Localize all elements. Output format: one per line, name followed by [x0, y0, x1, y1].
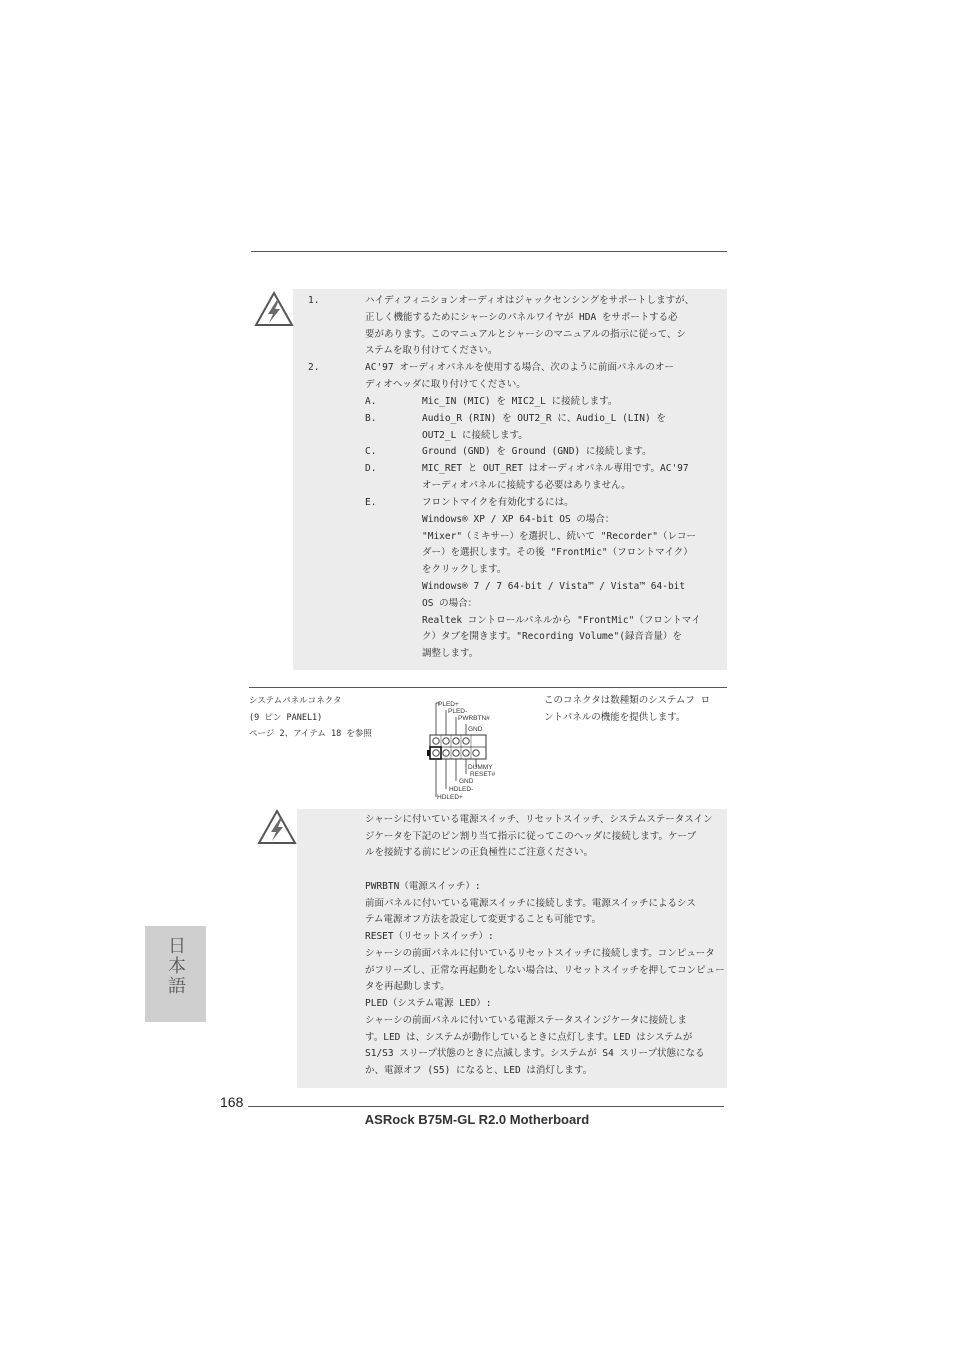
pled-line: S1/S3 スリープ状態のときに点滅します。システムが S4 スリープ状態になる: [365, 1048, 705, 1059]
subitem-e-line: をクリックします。: [422, 564, 507, 575]
pin-label-dummy: DUMMY: [468, 764, 493, 771]
note1-item2-num: 2.: [308, 362, 320, 373]
language-tab-label: 日本語: [165, 936, 186, 996]
subitem-e-line: フロントマイクを有効化するには。: [422, 497, 574, 508]
top-rule: [251, 251, 727, 252]
pwrbtn-line: テム電源オフ方法を設定して変更することも可能です。: [365, 914, 601, 925]
note1-item1-line: 正しく機能するためにシャーシのパネルワイヤが HDA をサポートする必: [365, 312, 678, 323]
note2-intro-line: シャーシに付いている電源スイッチ、リセットスイッチ、システムステータスイン: [365, 814, 713, 825]
subitem-a-line: Mic_IN (MIC) を MIC2_L に接続します。: [422, 396, 618, 407]
subitem-d-label: D.: [365, 463, 377, 474]
subitem-d-line: MIC_RET と OUT_RET はオーディオパネル専用です。AC'97: [422, 463, 689, 474]
connector-title: システムパネルコネクタ: [249, 696, 342, 706]
note2-intro-line: ルを接続する前にピンの正負極性にご注意ください。: [365, 847, 594, 858]
subitem-b-label: B.: [365, 413, 377, 424]
subitem-b-line: Audio_R (RIN) を OUT2_R に、Audio_L (LIN) を: [422, 413, 666, 424]
pin-label-pwrbtn: PWRBTN#: [458, 715, 490, 722]
subitem-c-line: Ground (GND) を Ground (GND) に接続します。: [422, 446, 652, 457]
panel-header-diagram: [425, 697, 515, 802]
note1-item1-line: 要があります。このマニュアルとシャーシのマニュアルの指示に従って、シ: [365, 329, 686, 340]
footer-rule: [248, 1106, 724, 1107]
subitem-e-line: Windows® 7 / 7 64-bit / Vista™ / Vista™ 64-bit: [422, 581, 686, 592]
reset-line: タを再起動します。: [365, 981, 450, 992]
footer-title: ASRock B75M-GL R2.0 Motherboard: [364, 1112, 590, 1127]
connector-ref: ページ 2、アイテム 18 を参照: [249, 729, 372, 739]
language-tab: [145, 926, 206, 1022]
subitem-a-label: A.: [365, 396, 377, 407]
pin-label-gnd-top: GND: [468, 726, 483, 733]
pin-label-hdled-minus: HDLED-: [449, 786, 474, 793]
note1-item2-line: AC'97 オーディオパネルを使用する場合、次のように前面パネルのオー: [365, 362, 674, 373]
page-number: 168: [220, 1094, 244, 1110]
note1-item1-line: ステムを取り付けてください。: [365, 345, 498, 356]
pled-heading: PLED（システム電源 LED）:: [365, 998, 492, 1009]
connector-desc: このコネクタは数種類のシステムフ ロ: [544, 695, 711, 706]
connector-rule: [249, 687, 727, 688]
subitem-e-line: ダー）を選択します。その後 "FrontMic"（フロントマイク）: [422, 547, 693, 558]
subitem-b-line: OUT2_L に接続します。: [422, 430, 528, 441]
pin-label-reset: RESET#: [470, 771, 496, 778]
warning-icon: [257, 808, 297, 848]
subitem-e-line: 調整します。: [422, 648, 479, 659]
pin-label-pled-plus: PLED+: [438, 701, 459, 708]
pwrbtn-line: 前面パネルに付いている電源スイッチに接続します。電源スイッチによるシス: [365, 898, 696, 909]
pin-label-hdled-plus: HDLED+: [437, 794, 463, 801]
pwrbtn-heading: PWRBTN（電源スイッチ）:: [365, 881, 481, 892]
warning-icon: [254, 290, 294, 330]
reset-line: シャーシの前面パネルに付いているリセットスイッチに接続します。コンピュータ: [365, 948, 715, 959]
subitem-e-line: Realtek コントロールパネルから "FrontMic"（フロントマイ: [422, 615, 701, 626]
reset-heading: RESET（リセットスイッチ）:: [365, 931, 494, 942]
subitem-c-label: C.: [365, 446, 377, 457]
subitem-e-label: E.: [365, 497, 377, 508]
reset-line: がフリーズし、正常な再起動をしない場合は、リセットスイッチを押してコンピュー: [365, 965, 725, 976]
note1-item1-line: ハイディフィニションオーディオはジャックセンシングをサポートしますが、: [365, 295, 695, 306]
note2-intro-line: ジケータを下記のピン割り当て指示に従ってこのヘッダに接続します。ケーブ: [365, 831, 697, 842]
pin-label-pled-minus: PLED-: [448, 708, 468, 715]
note1-item1-num: 1.: [308, 295, 320, 306]
connector-pins: (9 ピン PANEL1): [249, 713, 323, 723]
connector-desc: ントパネルの機能を提供します。: [544, 712, 686, 723]
pled-line: か、電源オフ (S5) になると、LED は消灯します。: [365, 1065, 593, 1076]
subitem-d-line: オーディオパネルに接続する必要はありません。: [422, 480, 631, 491]
note1-item2-line: ディオヘッダに取り付けてください。: [365, 379, 526, 390]
subitem-e-line: Windows® XP / XP 64-bit OS の場合：: [422, 514, 615, 525]
subitem-e-line: "Mixer"（ミキサー）を選択し、続いて "Recorder"（レコー: [422, 531, 696, 542]
pled-line: シャーシの前面パネルに付いている電源ステータスインジケータに接続しま: [365, 1015, 687, 1026]
pin-label-gnd-bottom: GND: [459, 778, 474, 785]
subitem-e-line: ク）タブを開きます。"Recording Volume"(録音音量）を: [422, 631, 682, 642]
pled-line: す。LED は、システムが動作しているときに点灯します。LED はシステムが: [365, 1032, 693, 1043]
subitem-e-line: OS の場合：: [422, 598, 478, 609]
